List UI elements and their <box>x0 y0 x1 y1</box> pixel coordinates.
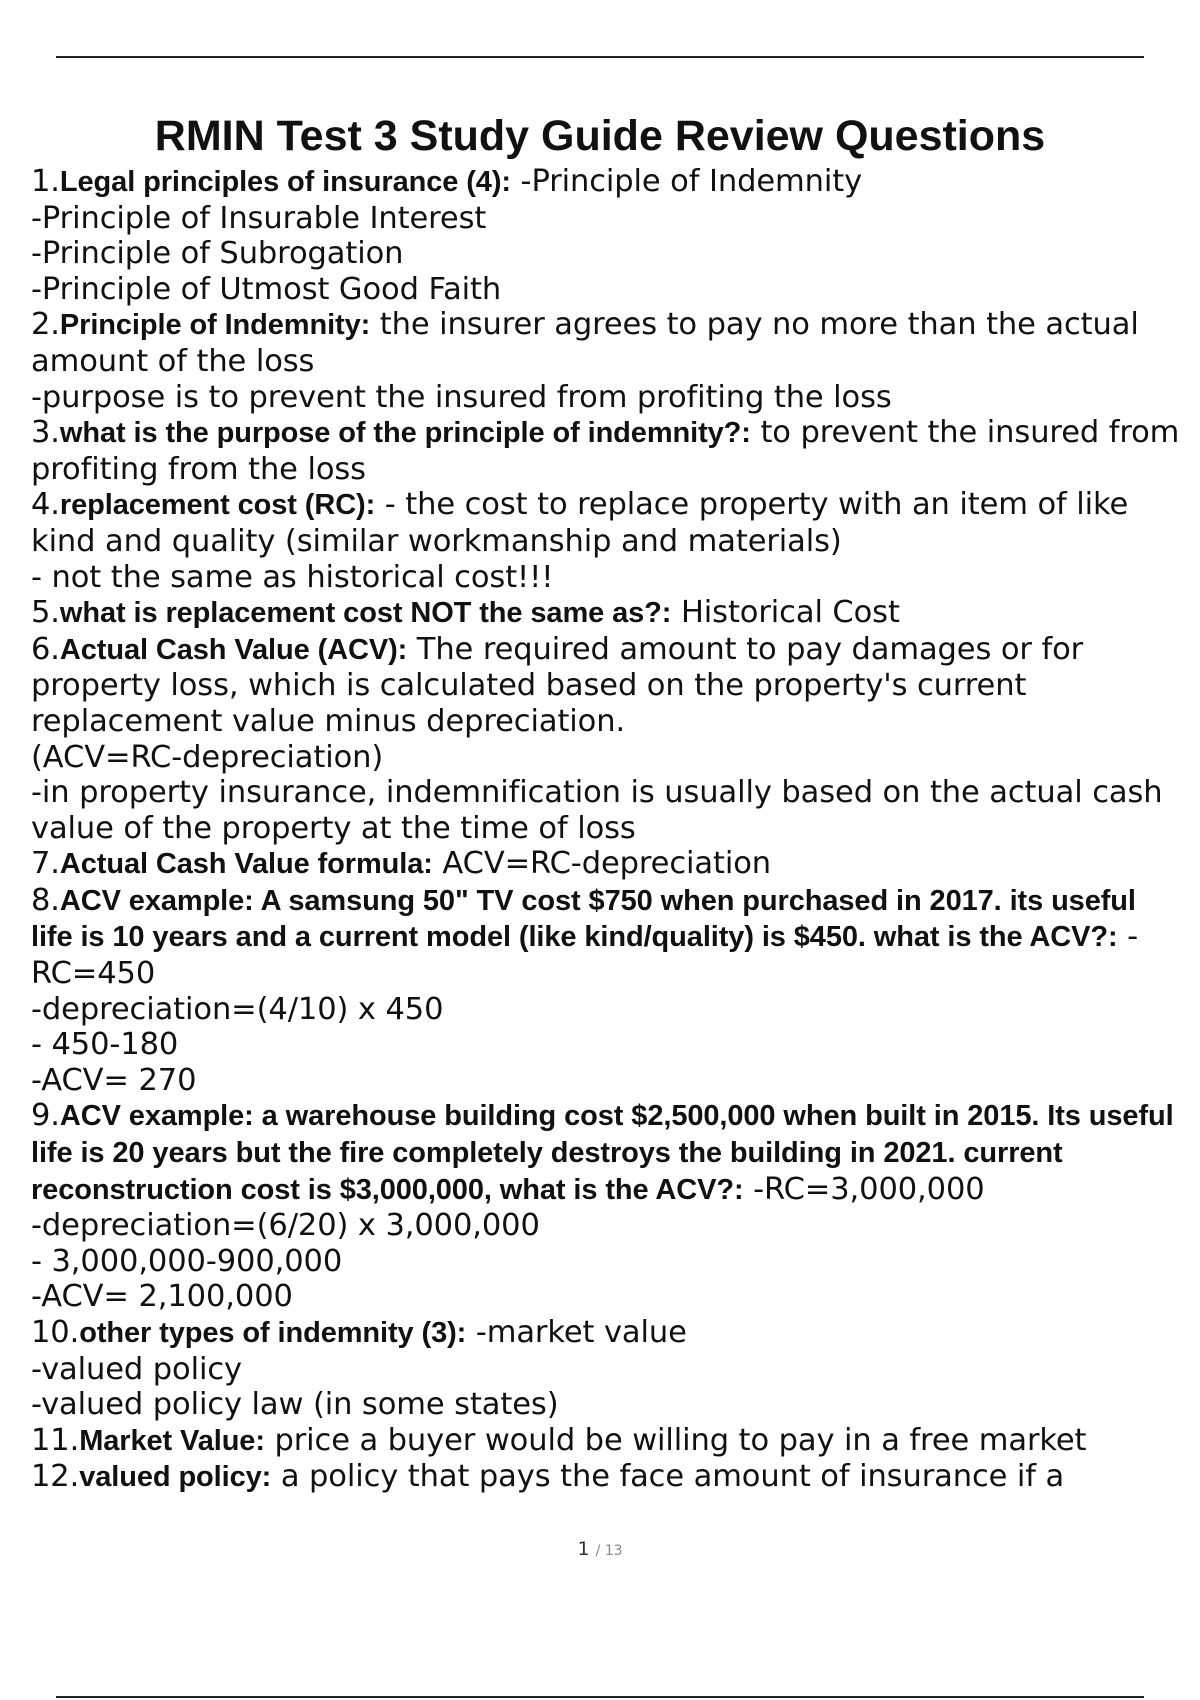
question-term: what is replacement cost NOT the same as?: <box>59 597 672 630</box>
bottom-divider <box>56 1696 1144 1698</box>
answer-line: -Principle of Subrogation <box>31 236 404 272</box>
answer-line: -depreciation=(6/20) x 3,000,000 <box>31 1208 540 1244</box>
question-number: 6. <box>31 631 60 667</box>
question-number: 5. <box>31 595 60 631</box>
question-answer: -RC=3,000,000 <box>743 1171 985 1207</box>
question-number: 3. <box>31 415 60 451</box>
question-number: 1. <box>31 164 60 199</box>
answer-line: -Principle of Insurable Interest <box>31 200 487 236</box>
answer-line: -purpose is to prevent the insured from profiting the loss <box>31 379 892 415</box>
question-number: 12. <box>31 1459 80 1495</box>
question-number: 8. <box>31 882 60 918</box>
question-term: Actual Cash Value formula: <box>59 848 433 881</box>
question-term: other types of indemnity (3): <box>79 1317 467 1349</box>
question-item <box>31 846 1181 883</box>
question-term: Legal principles of insurance (4): <box>59 166 511 198</box>
answer-line: -valued policy <box>31 1351 242 1387</box>
question-answer: ACV=RC-depreciation <box>432 846 771 882</box>
question-item <box>31 1315 1181 1423</box>
question-term: ACV example: A samsung 50" TV cost $750 when purchased in 2017. its useful life is 10 years and a current model (like kind/quality) is $450. what is the ACV?: <box>31 884 1136 954</box>
answer-line: - not the same as historical cost!!! <box>31 559 554 595</box>
question-answer: -RC=450 <box>31 919 1139 992</box>
question-item <box>31 487 1181 595</box>
question-item <box>31 632 1181 847</box>
question-answer: to prevent the insured from profiting from the loss <box>31 415 1180 487</box>
question-term: Market Value: <box>79 1424 265 1457</box>
answer-line: -depreciation=(4/10) x 450 <box>31 991 444 1027</box>
answer-line: (ACV=RC-depreciation) <box>31 739 384 775</box>
page-indicator <box>0 1538 1200 1560</box>
question-item <box>31 164 1181 307</box>
question-answer: a policy that pays the face amount of insurance if a <box>271 1459 1065 1495</box>
answer-line: -in property insurance, indemnification is usually based on the actual cash value of the property at the time of loss <box>31 775 1163 846</box>
question-item <box>31 1098 1181 1315</box>
answer-line: - 450-180 <box>31 1027 179 1063</box>
question-term: Actual Cash Value (ACV): <box>59 633 408 666</box>
question-answer: the insurer agrees to pay no more than the actual amount of the loss <box>31 307 1139 379</box>
question-number: 10. <box>31 1315 80 1350</box>
question-number: 11. <box>31 1422 80 1458</box>
question-list <box>31 164 1181 1496</box>
question-number: 4. <box>31 487 60 523</box>
question-answer: Historical Cost <box>671 595 900 631</box>
page-current: 1 <box>577 1538 590 1560</box>
answer-line: - 3,000,000-900,000 <box>31 1243 343 1279</box>
answer-line: -Principle of Utmost Good Faith <box>31 271 502 307</box>
answer-line: -ACV= 2,100,000 <box>31 1279 293 1315</box>
question-term: replacement cost (RC): <box>59 489 376 522</box>
question-number: 2. <box>31 307 60 343</box>
question-term: ACV example: a warehouse building cost $2,500,000 when built in 2015. Its useful life is 20 years but the fire completely destroys the building in 2021. current reconstruction cost is $3,000,000, what is the ACV?: <box>31 1100 1174 1206</box>
page-title: RMIN Test 3 Study Guide Review Questions <box>154 112 1046 160</box>
question-answer: -market value <box>466 1315 687 1350</box>
question-term: what is the purpose of the principle of indemnity?: <box>59 417 751 450</box>
answer-line: -valued policy law (in some states) <box>31 1387 559 1423</box>
question-answer: The required amount to pay damages or for property loss, which is calculated based on the property's current replacement value minus depreciation. <box>31 631 1084 739</box>
question-number: 7. <box>31 846 60 882</box>
question-item <box>31 307 1181 415</box>
question-item <box>31 1459 1181 1496</box>
question-item <box>31 883 1181 1099</box>
question-answer: - the cost to replace property with an item of like kind and quality (similar workmanship and materials) <box>31 487 1129 559</box>
question-answer: -Principle of Indemnity <box>510 164 863 199</box>
question-item <box>31 415 1181 487</box>
top-divider <box>56 56 1144 58</box>
question-item <box>31 1423 1181 1460</box>
question-term: valued policy: <box>79 1461 272 1494</box>
page-total: / 13 <box>595 1543 623 1559</box>
question-number: 9. <box>31 1098 60 1134</box>
question-term: Principle of Indemnity: <box>59 309 371 342</box>
question-answer: price a buyer would be willing to pay in a free market <box>264 1422 1087 1458</box>
question-item <box>31 595 1181 632</box>
answer-line: -ACV= 270 <box>31 1062 197 1098</box>
